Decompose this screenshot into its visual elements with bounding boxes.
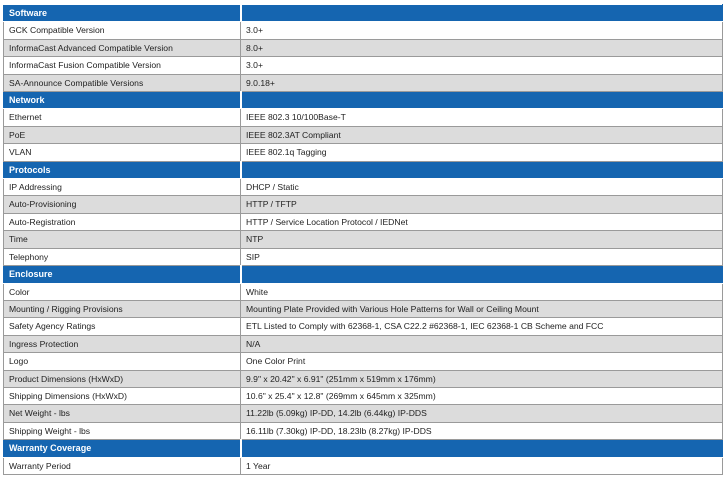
spec-value: NTP	[241, 231, 723, 248]
spec-value: 16.11lb (7.30kg) IP-DD, 18.23lb (8.27kg) IP-DDS	[241, 422, 723, 439]
spec-table	[3, 4, 723, 475]
spec-value: 1 Year	[241, 457, 723, 474]
spec-label: InformaCast Fusion Compatible Version	[4, 57, 241, 74]
spec-value: DHCP / Static	[241, 179, 723, 196]
spec-label: PoE	[4, 126, 241, 143]
spec-value: 3.0+	[241, 57, 723, 74]
spec-value: One Color Print	[241, 353, 723, 370]
table-row	[4, 370, 723, 387]
table-row	[4, 196, 723, 213]
spec-value: 10.6" x 25.4" x 12.8" (269mm x 645mm x 325mm)	[241, 387, 723, 404]
spec-label: Shipping Weight - lbs	[4, 422, 241, 439]
section-title: Enclosure	[4, 266, 241, 283]
section-header-blank	[241, 92, 723, 109]
spec-label: Product Dimensions (HxWxD)	[4, 370, 241, 387]
spec-label: GCK Compatible Version	[4, 22, 241, 39]
section-header-enclosure	[4, 266, 723, 283]
spec-value: White	[241, 283, 723, 300]
spec-value: 9.0.18+	[241, 74, 723, 91]
section-header-protocols	[4, 161, 723, 178]
section-header-blank	[241, 440, 723, 457]
spec-value: ETL Listed to Comply with 62368-1, CSA C22.2 #62368-1, IEC 62368-1 CB Scheme and FCC	[241, 318, 723, 335]
spec-value: IEEE 802.1q Tagging	[241, 144, 723, 161]
table-row	[4, 39, 723, 56]
section-header-network	[4, 92, 723, 109]
spec-value: 3.0+	[241, 22, 723, 39]
spec-value: 11.22lb (5.09kg) IP-DD, 14.2lb (6.44kg) IP-DDS	[241, 405, 723, 422]
table-row	[4, 405, 723, 422]
table-row	[4, 335, 723, 352]
section-title: Software	[4, 5, 241, 22]
spec-value: IEEE 802.3AT Compliant	[241, 126, 723, 143]
section-header-blank	[241, 161, 723, 178]
spec-label: Auto-Registration	[4, 213, 241, 230]
section-title: Protocols	[4, 161, 241, 178]
spec-value: HTTP / TFTP	[241, 196, 723, 213]
table-row	[4, 283, 723, 300]
spec-value: 8.0+	[241, 39, 723, 56]
spec-label: Mounting / Rigging Provisions	[4, 300, 241, 317]
section-header-software	[4, 5, 723, 22]
section-header-warranty-coverage	[4, 440, 723, 457]
table-row	[4, 74, 723, 91]
table-row	[4, 109, 723, 126]
spec-label: VLAN	[4, 144, 241, 161]
spec-value: HTTP / Service Location Protocol / IEDNet	[241, 213, 723, 230]
section-title: Warranty Coverage	[4, 440, 241, 457]
table-row	[4, 318, 723, 335]
table-row	[4, 22, 723, 39]
table-row	[4, 353, 723, 370]
table-row	[4, 248, 723, 265]
section-title: Network	[4, 92, 241, 109]
spec-value: SIP	[241, 248, 723, 265]
table-row	[4, 300, 723, 317]
spec-label: Auto-Provisioning	[4, 196, 241, 213]
table-row	[4, 57, 723, 74]
spec-value: N/A	[241, 335, 723, 352]
spec-label: Logo	[4, 353, 241, 370]
spec-label: Ingress Protection	[4, 335, 241, 352]
spec-label: Ethernet	[4, 109, 241, 126]
spec-label: Shipping Dimensions (HxWxD)	[4, 387, 241, 404]
table-row	[4, 387, 723, 404]
spec-value: Mounting Plate Provided with Various Hole Patterns for Wall or Ceiling Mount	[241, 300, 723, 317]
spec-value: IEEE 802.3 10/100Base-T	[241, 109, 723, 126]
table-row	[4, 422, 723, 439]
spec-table-body	[4, 5, 723, 475]
table-row	[4, 144, 723, 161]
spec-label: Safety Agency Ratings	[4, 318, 241, 335]
spec-label: IP Addressing	[4, 179, 241, 196]
table-row	[4, 179, 723, 196]
spec-value: 9.9" x 20.42" x 6.91" (251mm x 519mm x 176mm)	[241, 370, 723, 387]
spec-label: Color	[4, 283, 241, 300]
spec-label: Telephony	[4, 248, 241, 265]
table-row	[4, 213, 723, 230]
spec-label: Time	[4, 231, 241, 248]
section-header-blank	[241, 266, 723, 283]
section-header-blank	[241, 5, 723, 22]
spec-label: Warranty Period	[4, 457, 241, 474]
spec-label: InformaCast Advanced Compatible Version	[4, 39, 241, 56]
table-row	[4, 231, 723, 248]
spec-label: Net Weight - lbs	[4, 405, 241, 422]
spec-label: SA-Announce Compatible Versions	[4, 74, 241, 91]
table-row	[4, 126, 723, 143]
table-row	[4, 457, 723, 474]
